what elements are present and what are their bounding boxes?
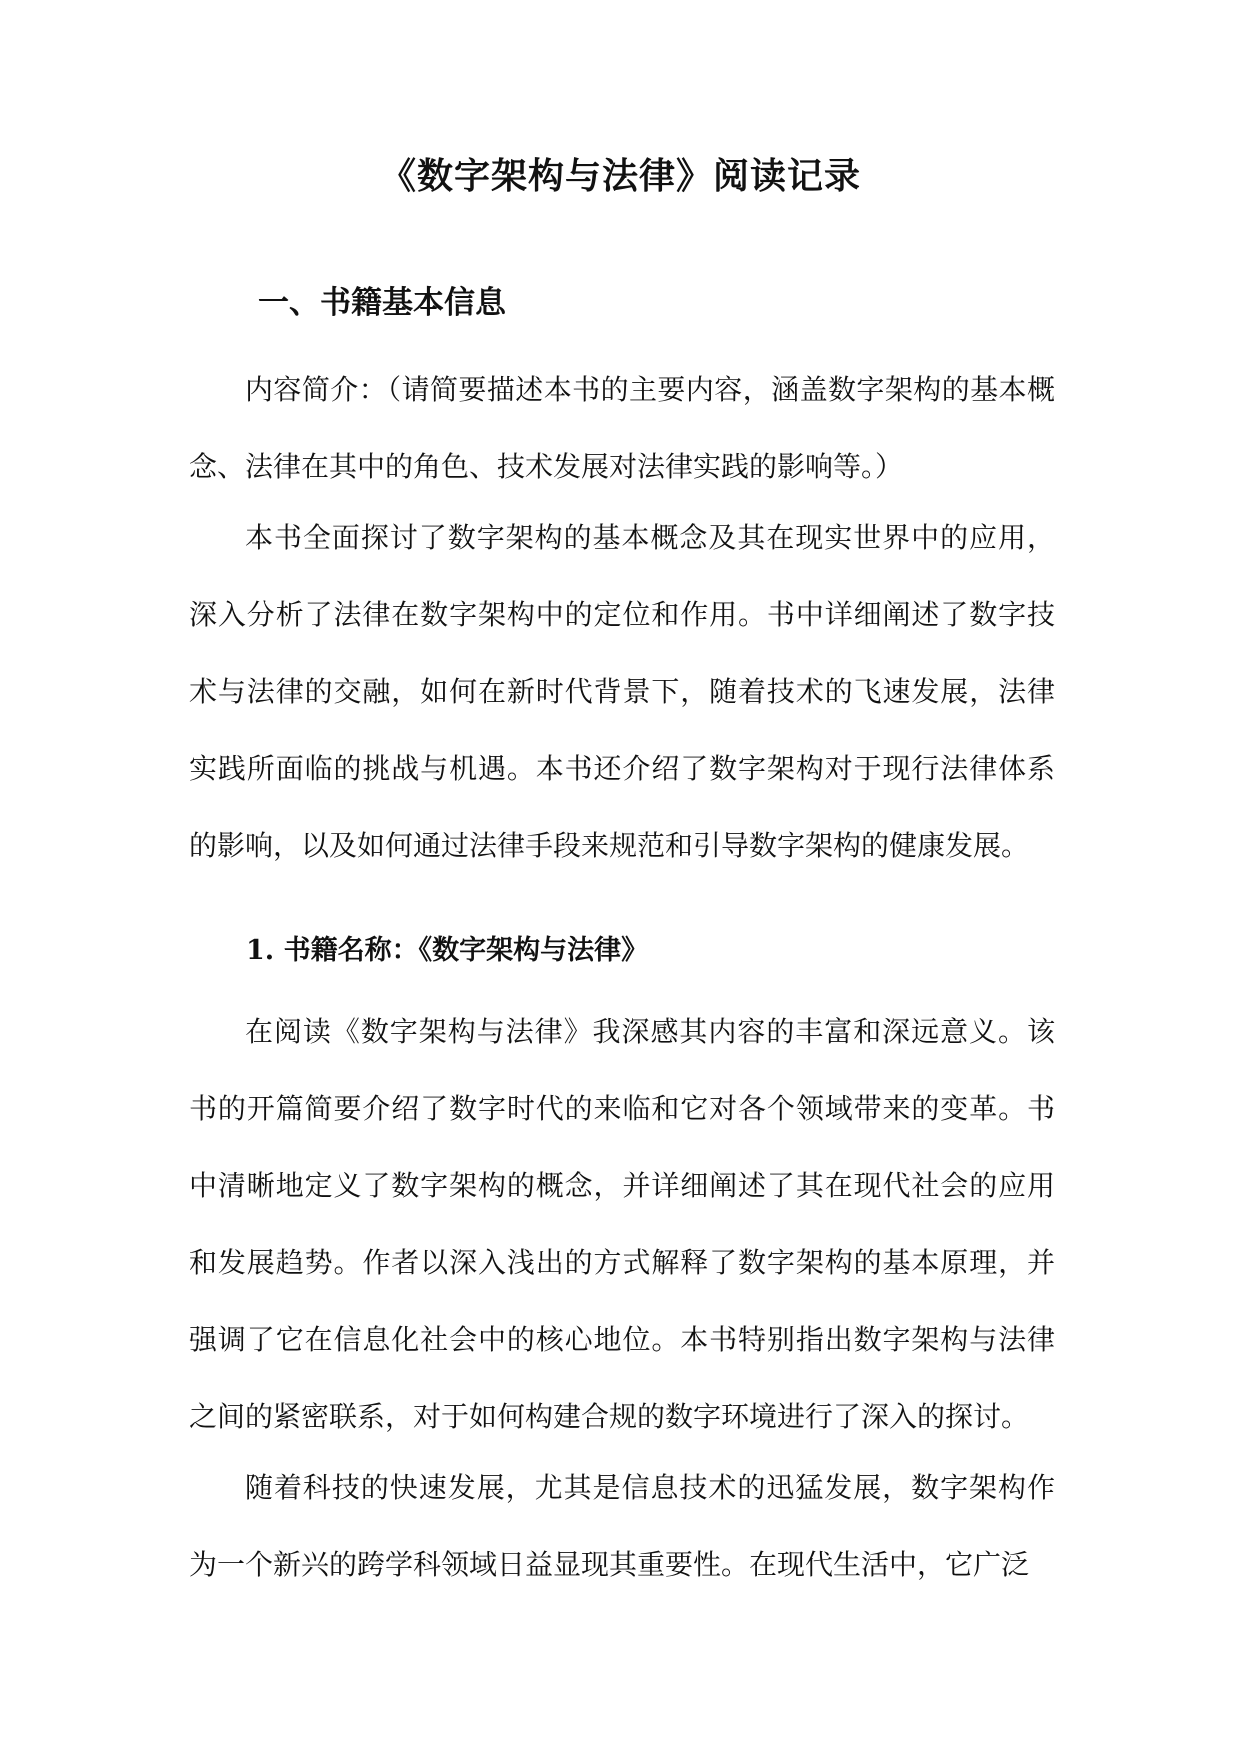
reading-notes-paragraph-continued: 随着科技的快速发展，尤其是信息技术的迅猛发展，数字架构作为一个新兴的跨学科领域日益显现其重要性。在现代生活中，它广泛 — [189, 1471, 1055, 1581]
document-title: 《数字架构与法律》阅读记录 — [379, 155, 861, 197]
content-intro-paragraph: 内容简介：（请简要描述本书的主要内容，涵盖数字架构的基本概念、法律在其中的角色、技术发展对法律实践的影响等。） — [189, 373, 1055, 483]
subsection-heading-book-name: 1. 书籍名称：《数字架构与法律》 — [246, 935, 649, 966]
section-heading-book-info: 一、书籍基本信息 — [258, 285, 506, 321]
book-summary-paragraph: 本书全面探讨了数字架构的基本概念及其在现实世界中的应用，深入分析了法律在数字架构中的定位和作用。书中详细阐述了数字技术与法律的交融，如何在新时代背景下，随着技术的飞速发展，法律实践所面临的挑战与机遇。本书还介绍了数字架构对于现行法律体系的影响，以及如何通过法律手段来规范和引导数字架构的健康发展。 — [189, 521, 1055, 862]
reading-notes-paragraph: 在阅读《数字架构与法律》我深感其内容的丰富和深远意义。该书的开篇简要介绍了数字时代的来临和它对各个领域带来的变革。书中清晰地定义了数字架构的概念，并详细阐述了其在现代社会的应用和发展趋势。作者以深入浅出的方式解释了数字架构的基本原理，并强调了它在信息化社会中的核心地位。本书特别指出数字架构与法律之间的紧密联系，对于如何构建合规的数字环境进行了深入的探讨。 — [189, 1015, 1055, 1433]
